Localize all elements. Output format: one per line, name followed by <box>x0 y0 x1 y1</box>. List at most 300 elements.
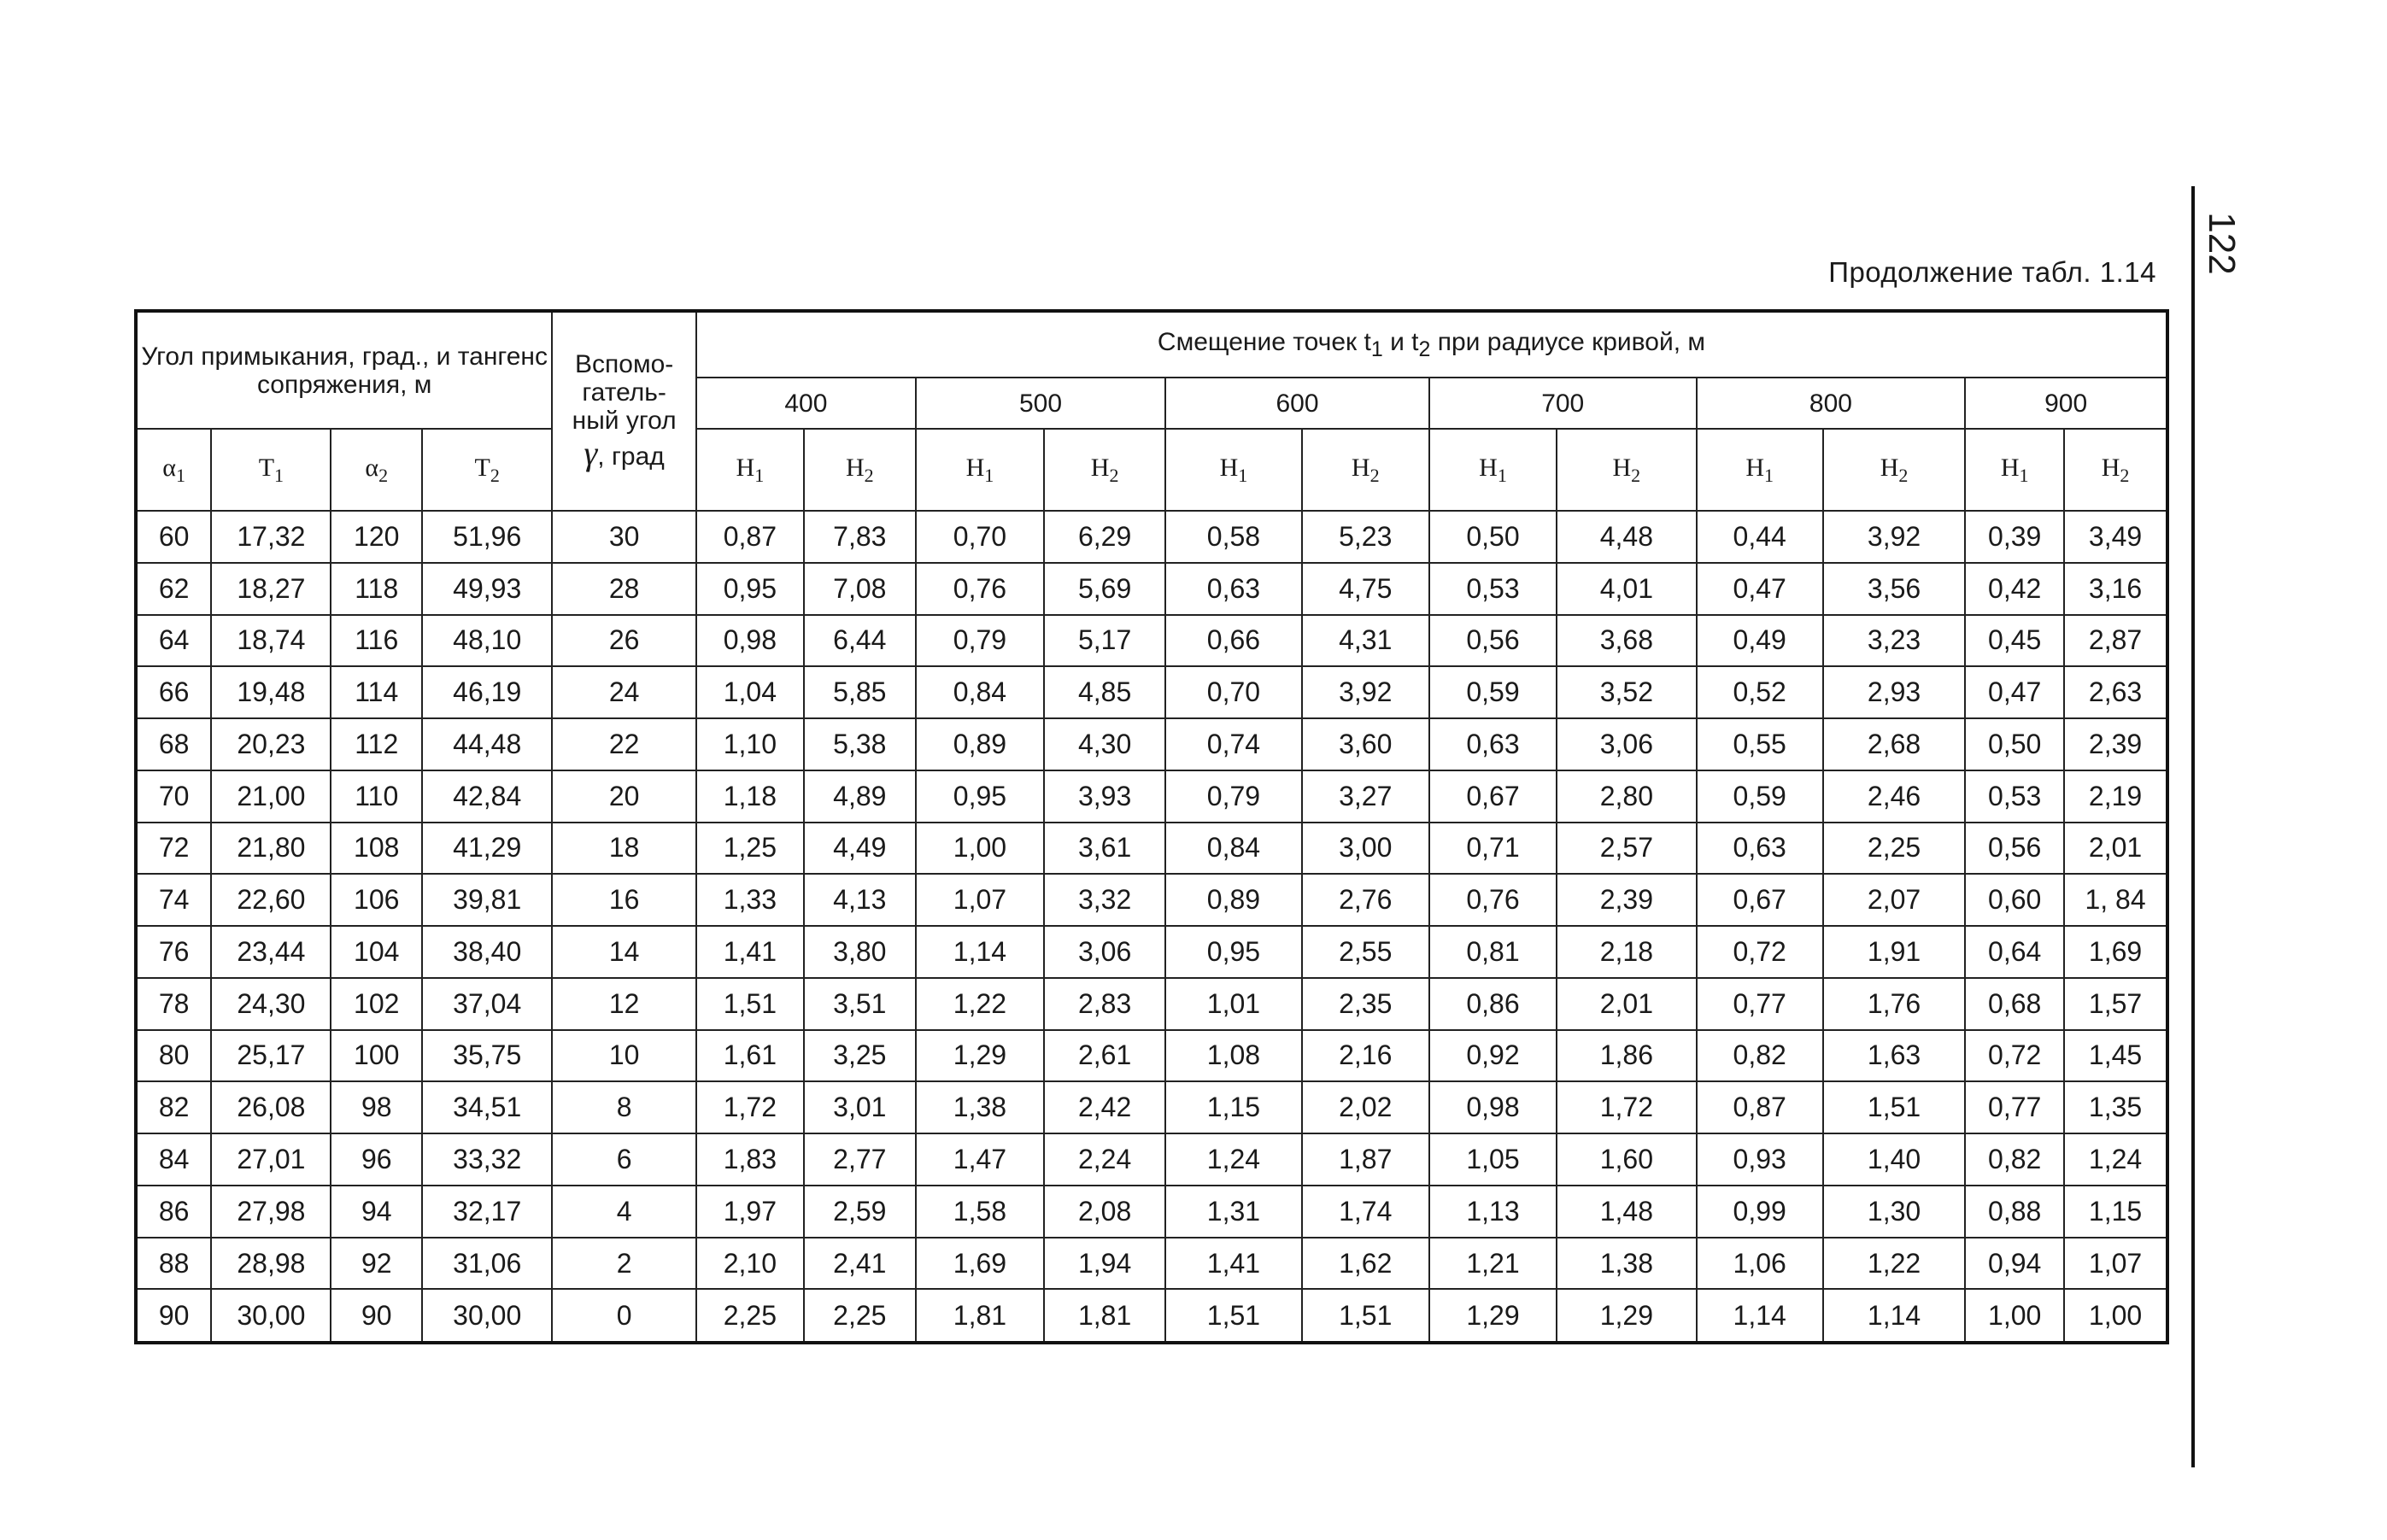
cell-gamma: 10 <box>552 1030 696 1082</box>
cell-T2: 44,48 <box>422 718 552 770</box>
cell-T1: 28,98 <box>211 1238 331 1290</box>
cell-H1-800: 0,47 <box>1697 563 1823 615</box>
cell-alpha1: 88 <box>136 1238 211 1290</box>
cell-H2-900: 1,45 <box>2064 1030 2167 1082</box>
header-shift-t1: t <box>1364 327 1371 356</box>
cell-H1-700: 0,76 <box>1429 874 1557 926</box>
cell-H2-800: 2,07 <box>1823 874 1966 926</box>
cell-H1-900: 0,45 <box>1965 615 2064 667</box>
cell-alpha2: 98 <box>331 1081 422 1133</box>
table-row <box>136 511 2167 563</box>
cell-H2-700: 2,01 <box>1557 978 1696 1030</box>
table-row <box>136 718 2167 770</box>
table-row <box>136 926 2167 978</box>
cell-H1-900: 0,64 <box>1965 926 2064 978</box>
cell-H2-800: 1,40 <box>1823 1133 1966 1186</box>
cell-H2-600: 2,76 <box>1302 874 1429 926</box>
cell-H1-800: 0,67 <box>1697 874 1823 926</box>
cell-alpha1: 64 <box>136 615 211 667</box>
cell-alpha2: 112 <box>331 718 422 770</box>
cell-H1-400: 1,72 <box>696 1081 804 1133</box>
cell-alpha2: 92 <box>331 1238 422 1290</box>
cell-T1: 24,30 <box>211 978 331 1030</box>
cell-T1: 18,74 <box>211 615 331 667</box>
cell-alpha2: 116 <box>331 615 422 667</box>
cell-T2: 37,04 <box>422 978 552 1030</box>
cell-alpha1: 66 <box>136 666 211 718</box>
header-alpha1: $\alpha_1$ <box>136 429 211 511</box>
cell-H2-600: 3,60 <box>1302 718 1429 770</box>
cell-H1-900: 0,60 <box>1965 874 2064 926</box>
cell-T1: 27,01 <box>211 1133 331 1186</box>
cell-H1-700: 1,05 <box>1429 1133 1557 1186</box>
cell-alpha1: 68 <box>136 718 211 770</box>
cell-T1: 30,00 <box>211 1289 331 1343</box>
cell-alpha2: 96 <box>331 1133 422 1186</box>
cell-T2: 31,06 <box>422 1238 552 1290</box>
cell-H2-500: 3,06 <box>1044 926 1165 978</box>
header-T2: $T_2$ <box>422 429 552 511</box>
cell-H1-900: 0,88 <box>1965 1186 2064 1238</box>
cell-H1-500: 1,14 <box>916 926 1044 978</box>
header-H2-700: $H_2$ <box>1557 429 1696 511</box>
cell-H2-800: 3,92 <box>1823 511 1966 563</box>
table-row <box>136 666 2167 718</box>
cell-H2-500: 3,61 <box>1044 823 1165 875</box>
cell-H2-800: 3,56 <box>1823 563 1966 615</box>
cell-H2-400: 7,08 <box>804 563 916 615</box>
cell-H2-600: 5,23 <box>1302 511 1429 563</box>
cell-gamma: 22 <box>552 718 696 770</box>
cell-H2-800: 1,22 <box>1823 1238 1966 1290</box>
cell-H2-700: 2,57 <box>1557 823 1696 875</box>
table-caption: Продолжение табл. 1.14 <box>1828 256 2156 288</box>
cell-H1-600: 0,79 <box>1165 770 1301 823</box>
page-margin-rule <box>2191 186 2195 1467</box>
cell-H2-800: 1,76 <box>1823 978 1966 1030</box>
cell-H2-400: 4,89 <box>804 770 916 823</box>
cell-H2-400: 5,38 <box>804 718 916 770</box>
cell-H1-600: 1,51 <box>1165 1289 1301 1343</box>
header-radius-800: 800 <box>1697 378 1966 429</box>
cell-T2: 48,10 <box>422 615 552 667</box>
cell-alpha1: 82 <box>136 1081 211 1133</box>
cell-H1-700: 0,98 <box>1429 1081 1557 1133</box>
cell-gamma: 12 <box>552 978 696 1030</box>
table-row <box>136 823 2167 875</box>
cell-alpha1: 90 <box>136 1289 211 1343</box>
cell-H1-700: 0,86 <box>1429 978 1557 1030</box>
cell-H1-800: 0,52 <box>1697 666 1823 718</box>
cell-T1: 19,48 <box>211 666 331 718</box>
cell-alpha2: 120 <box>331 511 422 563</box>
cell-H1-700: 1,13 <box>1429 1186 1557 1238</box>
cell-H2-400: 5,85 <box>804 666 916 718</box>
cell-H2-700: 1,60 <box>1557 1133 1696 1186</box>
header-shift-and: и <box>1382 327 1412 356</box>
cell-H1-400: 2,10 <box>696 1238 804 1290</box>
cell-H2-600: 2,35 <box>1302 978 1429 1030</box>
cell-H1-800: 0,77 <box>1697 978 1823 1030</box>
cell-H1-400: 1,18 <box>696 770 804 823</box>
cell-T2: 42,84 <box>422 770 552 823</box>
header-aux-line1: Вспомо- <box>575 350 674 378</box>
header-alpha2: $\alpha_2$ <box>331 429 422 511</box>
header-H2-500: $H_2$ <box>1044 429 1165 511</box>
cell-H1-800: 0,44 <box>1697 511 1823 563</box>
cell-H2-400: 4,13 <box>804 874 916 926</box>
cell-H1-600: 0,66 <box>1165 615 1301 667</box>
table-row <box>136 1238 2167 1290</box>
cell-H1-500: 1,29 <box>916 1030 1044 1082</box>
cell-H2-400: 3,01 <box>804 1081 916 1133</box>
cell-alpha1: 80 <box>136 1030 211 1082</box>
cell-H1-400: 1,83 <box>696 1133 804 1186</box>
header-aux-angle <box>552 311 696 511</box>
cell-alpha2: 100 <box>331 1030 422 1082</box>
cell-H2-800: 2,46 <box>1823 770 1966 823</box>
cell-H1-500: 1,58 <box>916 1186 1044 1238</box>
cell-H1-900: 0,50 <box>1965 718 2064 770</box>
cell-T2: 41,29 <box>422 823 552 875</box>
cell-H1-500: 0,76 <box>916 563 1044 615</box>
cell-H1-700: 0,59 <box>1429 666 1557 718</box>
table-row <box>136 770 2167 823</box>
cell-H2-700: 1,29 <box>1557 1289 1696 1343</box>
cell-gamma: 20 <box>552 770 696 823</box>
cell-T1: 20,23 <box>211 718 331 770</box>
cell-alpha1: 86 <box>136 1186 211 1238</box>
cell-H1-600: 1,01 <box>1165 978 1301 1030</box>
cell-alpha2: 90 <box>331 1289 422 1343</box>
cell-alpha2: 104 <box>331 926 422 978</box>
cell-H1-500: 0,70 <box>916 511 1044 563</box>
cell-H2-400: 2,59 <box>804 1186 916 1238</box>
cell-alpha1: 74 <box>136 874 211 926</box>
cell-alpha2: 102 <box>331 978 422 1030</box>
cell-H1-700: 0,53 <box>1429 563 1557 615</box>
cell-H2-800: 1,51 <box>1823 1081 1966 1133</box>
table-row <box>136 978 2167 1030</box>
header-shift-sub1: 1 <box>1370 337 1383 361</box>
cell-alpha1: 84 <box>136 1133 211 1186</box>
cell-H2-400: 4,49 <box>804 823 916 875</box>
cell-gamma: 0 <box>552 1289 696 1343</box>
cell-H2-500: 4,85 <box>1044 666 1165 718</box>
cell-H1-600: 1,24 <box>1165 1133 1301 1186</box>
cell-H2-800: 1,14 <box>1823 1289 1966 1343</box>
cell-H2-400: 3,25 <box>804 1030 916 1082</box>
cell-H1-400: 2,25 <box>696 1289 804 1343</box>
header-angle-group: Угол примыкания, град., и тангенс сопряжения, м <box>136 311 552 429</box>
cell-H1-500: 1,81 <box>916 1289 1044 1343</box>
cell-H2-900: 1, 84 <box>2064 874 2167 926</box>
cell-H1-400: 1,51 <box>696 978 804 1030</box>
cell-gamma: 8 <box>552 1081 696 1133</box>
cell-H1-700: 0,50 <box>1429 511 1557 563</box>
cell-H2-800: 2,25 <box>1823 823 1966 875</box>
cell-H2-700: 2,18 <box>1557 926 1696 978</box>
header-H2-800: $H_2$ <box>1823 429 1966 511</box>
cell-H1-800: 0,82 <box>1697 1030 1823 1082</box>
cell-H2-500: 3,93 <box>1044 770 1165 823</box>
header-H1-400: $H_1$ <box>696 429 804 511</box>
cell-H1-500: 1,69 <box>916 1238 1044 1290</box>
cell-gamma: 26 <box>552 615 696 667</box>
cell-H2-800: 2,68 <box>1823 718 1966 770</box>
cell-H1-900: 0,42 <box>1965 563 2064 615</box>
cell-alpha1: 76 <box>136 926 211 978</box>
cell-gamma: 4 <box>552 1186 696 1238</box>
cell-H1-800: 1,06 <box>1697 1238 1823 1290</box>
header-aux-line2: гатель- <box>582 378 666 407</box>
header-shift-sub2: 2 <box>1418 337 1431 361</box>
cell-H1-500: 0,95 <box>916 770 1044 823</box>
cell-H2-600: 1,62 <box>1302 1238 1429 1290</box>
cell-H2-900: 2,19 <box>2064 770 2167 823</box>
cell-H2-500: 2,61 <box>1044 1030 1165 1082</box>
cell-H1-700: 0,67 <box>1429 770 1557 823</box>
cell-H1-900: 0,53 <box>1965 770 2064 823</box>
header-shift-post: при радиусе кривой, м <box>1430 327 1705 356</box>
header-H1-600: $H_1$ <box>1165 429 1301 511</box>
header-radius-900: 900 <box>1965 378 2167 429</box>
cell-H2-900: 2,63 <box>2064 666 2167 718</box>
cell-H2-700: 4,01 <box>1557 563 1696 615</box>
cell-H1-600: 1,08 <box>1165 1030 1301 1082</box>
cell-H2-600: 1,51 <box>1302 1289 1429 1343</box>
cell-H2-500: 5,69 <box>1044 563 1165 615</box>
cell-H1-600: 0,89 <box>1165 874 1301 926</box>
table-row <box>136 615 2167 667</box>
header-aux-line3: ный угол <box>572 407 677 435</box>
cell-gamma: 6 <box>552 1133 696 1186</box>
cell-H1-900: 0,94 <box>1965 1238 2064 1290</box>
cell-H1-600: 0,84 <box>1165 823 1301 875</box>
cell-H2-400: 3,51 <box>804 978 916 1030</box>
cell-H1-600: 1,31 <box>1165 1186 1301 1238</box>
cell-H1-900: 0,72 <box>1965 1030 2064 1082</box>
cell-H1-800: 0,72 <box>1697 926 1823 978</box>
cell-T2: 30,00 <box>422 1289 552 1343</box>
cell-T1: 18,27 <box>211 563 331 615</box>
header-T1: $T_1$ <box>211 429 331 511</box>
cell-gamma: 18 <box>552 823 696 875</box>
cell-H1-500: 1,22 <box>916 978 1044 1030</box>
header-radius-500: 500 <box>916 378 1165 429</box>
cell-gamma: 2 <box>552 1238 696 1290</box>
cell-T2: 34,51 <box>422 1081 552 1133</box>
cell-H1-800: 0,55 <box>1697 718 1823 770</box>
cell-H2-400: 2,41 <box>804 1238 916 1290</box>
table-row <box>136 1289 2167 1343</box>
cell-H1-400: 0,95 <box>696 563 804 615</box>
cell-H1-500: 0,84 <box>916 666 1044 718</box>
cell-H2-700: 3,68 <box>1557 615 1696 667</box>
cell-H2-700: 2,80 <box>1557 770 1696 823</box>
cell-H1-700: 1,21 <box>1429 1238 1557 1290</box>
cell-H1-800: 0,63 <box>1697 823 1823 875</box>
cell-alpha1: 78 <box>136 978 211 1030</box>
cell-H2-600: 3,00 <box>1302 823 1429 875</box>
cell-H1-400: 1,41 <box>696 926 804 978</box>
cell-gamma: 28 <box>552 563 696 615</box>
cell-T1: 21,80 <box>211 823 331 875</box>
cell-H1-800: 0,59 <box>1697 770 1823 823</box>
cell-H1-400: 1,25 <box>696 823 804 875</box>
cell-alpha1: 70 <box>136 770 211 823</box>
cell-H1-500: 0,89 <box>916 718 1044 770</box>
cell-H2-600: 2,16 <box>1302 1030 1429 1082</box>
cell-alpha2: 110 <box>331 770 422 823</box>
cell-H2-900: 1,57 <box>2064 978 2167 1030</box>
cell-gamma: 16 <box>552 874 696 926</box>
cell-alpha2: 106 <box>331 874 422 926</box>
cell-H2-800: 3,23 <box>1823 615 1966 667</box>
cell-H2-900: 3,16 <box>2064 563 2167 615</box>
cell-T1: 27,98 <box>211 1186 331 1238</box>
cell-H1-700: 1,29 <box>1429 1289 1557 1343</box>
cell-T2: 39,81 <box>422 874 552 926</box>
cell-T1: 23,44 <box>211 926 331 978</box>
cell-H2-500: 1,94 <box>1044 1238 1165 1290</box>
cell-H2-900: 1,00 <box>2064 1289 2167 1343</box>
cell-H2-600: 4,75 <box>1302 563 1429 615</box>
header-radius-600: 600 <box>1165 378 1429 429</box>
cell-H2-700: 4,48 <box>1557 511 1696 563</box>
cell-H2-400: 7,83 <box>804 511 916 563</box>
cell-H1-700: 0,63 <box>1429 718 1557 770</box>
cell-H1-400: 1,97 <box>696 1186 804 1238</box>
cell-alpha1: 62 <box>136 563 211 615</box>
cell-H2-500: 1,81 <box>1044 1289 1165 1343</box>
cell-H1-900: 0,56 <box>1965 823 2064 875</box>
cell-T2: 33,32 <box>422 1133 552 1186</box>
cell-H2-900: 1,35 <box>2064 1081 2167 1133</box>
cell-H1-600: 0,70 <box>1165 666 1301 718</box>
cell-T2: 49,93 <box>422 563 552 615</box>
cell-T1: 21,00 <box>211 770 331 823</box>
table-row <box>136 563 2167 615</box>
header-H2-600: $H_2$ <box>1302 429 1429 511</box>
cell-H1-700: 0,56 <box>1429 615 1557 667</box>
cell-H1-800: 0,87 <box>1697 1081 1823 1133</box>
cell-H2-900: 2,87 <box>2064 615 2167 667</box>
header-shift-group <box>696 311 2167 378</box>
cell-T1: 26,08 <box>211 1081 331 1133</box>
header-H1-500: $H_1$ <box>916 429 1044 511</box>
header-gamma-symbol: γ <box>584 434 598 472</box>
cell-H1-500: 1,47 <box>916 1133 1044 1186</box>
cell-H1-400: 0,87 <box>696 511 804 563</box>
cell-T2: 35,75 <box>422 1030 552 1082</box>
cell-T1: 17,32 <box>211 511 331 563</box>
cell-H2-600: 4,31 <box>1302 615 1429 667</box>
cell-H2-700: 1,48 <box>1557 1186 1696 1238</box>
cell-H2-800: 1,63 <box>1823 1030 1966 1082</box>
cell-alpha1: 72 <box>136 823 211 875</box>
cell-gamma: 14 <box>552 926 696 978</box>
cell-gamma: 24 <box>552 666 696 718</box>
cell-T2: 51,96 <box>422 511 552 563</box>
header-aux-unit: , град <box>597 442 665 471</box>
cell-H2-500: 6,29 <box>1044 511 1165 563</box>
cell-H1-600: 0,74 <box>1165 718 1301 770</box>
cell-H1-400: 1,33 <box>696 874 804 926</box>
cell-H1-900: 0,77 <box>1965 1081 2064 1133</box>
cell-H2-700: 3,52 <box>1557 666 1696 718</box>
cell-H2-600: 1,74 <box>1302 1186 1429 1238</box>
cell-H1-600: 0,63 <box>1165 563 1301 615</box>
cell-H2-700: 1,72 <box>1557 1081 1696 1133</box>
cell-H1-600: 0,95 <box>1165 926 1301 978</box>
cell-H1-800: 0,93 <box>1697 1133 1823 1186</box>
cell-H2-700: 2,39 <box>1557 874 1696 926</box>
cell-H2-900: 1,07 <box>2064 1238 2167 1290</box>
cell-H1-800: 0,99 <box>1697 1186 1823 1238</box>
table-row <box>136 1133 2167 1186</box>
header-shift-pre: Смещение точек <box>1157 327 1364 356</box>
cell-H1-500: 1,07 <box>916 874 1044 926</box>
header-radius-400: 400 <box>696 378 916 429</box>
cell-H1-700: 0,92 <box>1429 1030 1557 1082</box>
cell-H1-500: 1,38 <box>916 1081 1044 1133</box>
cell-H2-700: 3,06 <box>1557 718 1696 770</box>
cell-H1-900: 0,82 <box>1965 1133 2064 1186</box>
cell-H1-900: 1,00 <box>1965 1289 2064 1343</box>
cell-H2-500: 2,42 <box>1044 1081 1165 1133</box>
header-H1-900: $H_1$ <box>1965 429 2064 511</box>
cell-T2: 32,17 <box>422 1186 552 1238</box>
header-H1-700: $H_1$ <box>1429 429 1557 511</box>
cell-H1-500: 0,79 <box>916 615 1044 667</box>
cell-H1-700: 0,81 <box>1429 926 1557 978</box>
cell-H2-400: 3,80 <box>804 926 916 978</box>
cell-H2-900: 1,24 <box>2064 1133 2167 1186</box>
cell-T2: 38,40 <box>422 926 552 978</box>
cell-H2-900: 1,15 <box>2064 1186 2167 1238</box>
cell-T2: 46,19 <box>422 666 552 718</box>
cell-alpha2: 94 <box>331 1186 422 1238</box>
data-table <box>134 309 2169 1344</box>
header-H2-400: $H_2$ <box>804 429 916 511</box>
cell-T1: 25,17 <box>211 1030 331 1082</box>
cell-H2-500: 4,30 <box>1044 718 1165 770</box>
cell-H1-800: 1,14 <box>1697 1289 1823 1343</box>
cell-H1-900: 0,68 <box>1965 978 2064 1030</box>
cell-H1-900: 0,39 <box>1965 511 2064 563</box>
table-body <box>136 511 2167 1343</box>
page-number: 122 <box>2201 212 2243 275</box>
cell-H2-400: 2,77 <box>804 1133 916 1186</box>
cell-H2-600: 1,87 <box>1302 1133 1429 1186</box>
cell-H1-900: 0,47 <box>1965 666 2064 718</box>
cell-H2-500: 3,32 <box>1044 874 1165 926</box>
header-H2-900: $H_2$ <box>2064 429 2167 511</box>
cell-H2-600: 2,55 <box>1302 926 1429 978</box>
table-row <box>136 1081 2167 1133</box>
table-row <box>136 874 2167 926</box>
cell-H1-600: 1,41 <box>1165 1238 1301 1290</box>
cell-H2-800: 2,93 <box>1823 666 1966 718</box>
cell-H2-400: 6,44 <box>804 615 916 667</box>
cell-gamma: 30 <box>552 511 696 563</box>
cell-H2-600: 3,92 <box>1302 666 1429 718</box>
cell-H2-900: 3,49 <box>2064 511 2167 563</box>
cell-H2-900: 1,69 <box>2064 926 2167 978</box>
cell-H2-800: 1,30 <box>1823 1186 1966 1238</box>
cell-H2-500: 2,24 <box>1044 1133 1165 1186</box>
